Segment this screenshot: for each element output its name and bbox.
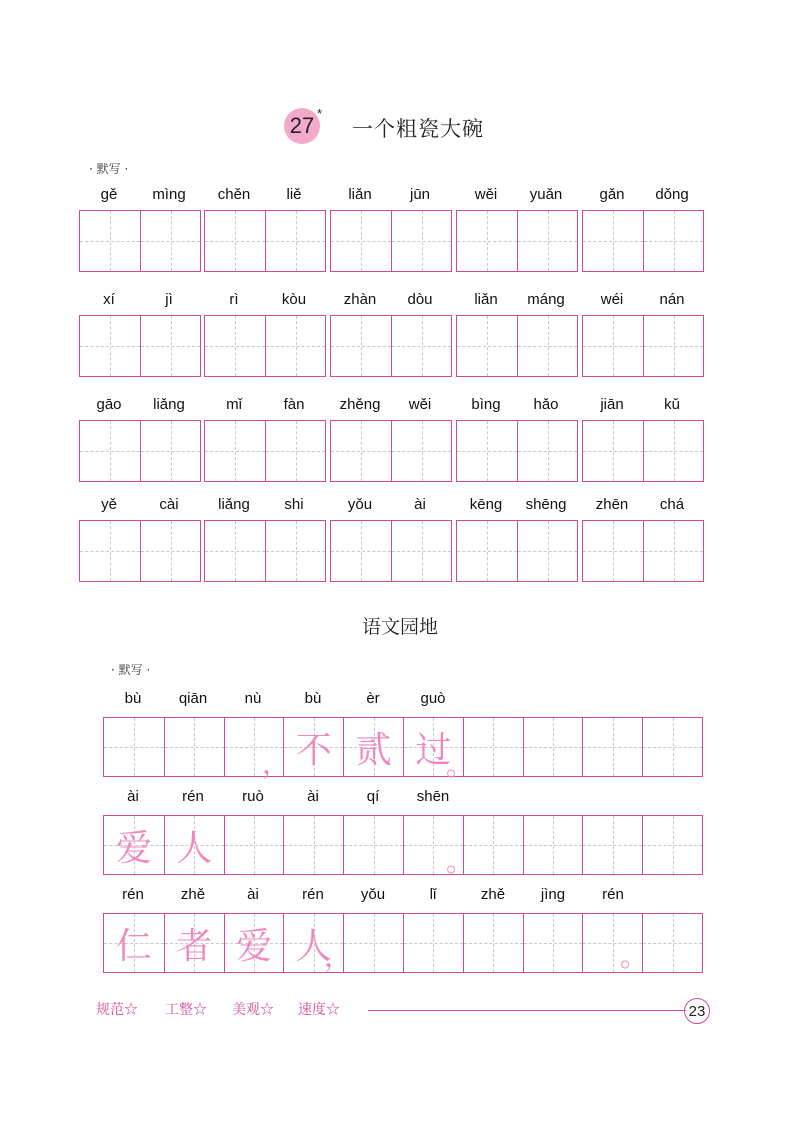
pinyin-label: shēng: [525, 496, 567, 513]
writing-cell[interactable]: [457, 316, 517, 376]
writing-cell[interactable]: [457, 521, 517, 581]
writing-box-pair: [582, 520, 704, 582]
writing-cell[interactable]: [403, 914, 463, 972]
pinyin-label: kǔ: [664, 396, 680, 413]
page-number-badge: [684, 998, 710, 1024]
writing-cell[interactable]: [140, 211, 200, 271]
handwritten-char: 过: [415, 729, 452, 771]
pinyin-label: hǎo: [533, 396, 559, 413]
writing-box-pair: [204, 315, 326, 377]
comma-mark: ，: [262, 747, 291, 780]
writing-box-pair: [330, 520, 452, 582]
writing-cell[interactable]: [331, 316, 391, 376]
writing-box-pair: [79, 420, 201, 482]
footer-divider: [368, 1010, 686, 1011]
lesson-star: *: [317, 106, 323, 121]
pinyin-label: lǐ: [429, 886, 437, 903]
writing-cell[interactable]: [583, 521, 643, 581]
pinyin-label: wěi: [408, 396, 432, 413]
pinyin-label: zhě: [480, 886, 506, 903]
writing-cell[interactable]: [80, 521, 140, 581]
writing-row: [103, 815, 703, 875]
handwritten-char: 仁: [115, 925, 152, 967]
writing-cell[interactable]: [164, 718, 224, 776]
pinyin-label: zhēn: [595, 496, 629, 513]
period-mark: 。: [446, 749, 475, 782]
period-mark: 。: [446, 845, 475, 878]
writing-cell[interactable]: [643, 421, 703, 481]
pinyin-label: guò: [420, 690, 446, 707]
pinyin-label: rén: [602, 886, 624, 903]
pinyin-label: rén: [122, 886, 144, 903]
footer-item-speed: 速度☆: [298, 1002, 340, 1018]
writing-cell[interactable]: [463, 914, 523, 972]
writing-cell[interactable]: [283, 718, 343, 776]
pinyin-label: gě: [100, 186, 118, 203]
writing-box-pair: [79, 520, 201, 582]
writing-cell[interactable]: [523, 816, 583, 874]
section-title-yuwen: 语文园地: [361, 616, 438, 638]
pinyin-label: jìng: [540, 886, 566, 903]
writing-cell[interactable]: [265, 316, 325, 376]
pinyin-label: yuǎn: [529, 186, 563, 203]
writing-box-pair: [204, 520, 326, 582]
writing-cell[interactable]: [343, 718, 403, 776]
writing-cell[interactable]: [343, 914, 403, 972]
writing-box-pair: [79, 210, 201, 272]
writing-cell[interactable]: [517, 316, 577, 376]
pinyin-label: shēn: [416, 788, 450, 805]
pinyin-label: yě: [101, 496, 117, 513]
handwritten-char: 人: [295, 925, 332, 967]
pinyin-label: ài: [247, 886, 259, 903]
writing-cell[interactable]: [80, 421, 140, 481]
writing-cell[interactable]: [104, 718, 164, 776]
pinyin-label: jiān: [600, 396, 624, 413]
pinyin-label: bù: [124, 690, 142, 707]
writing-cell[interactable]: [205, 521, 265, 581]
pinyin-label: yǒu: [347, 496, 373, 513]
writing-cell[interactable]: [283, 816, 343, 874]
writing-box-pair: [79, 315, 201, 377]
pinyin-label: fàn: [283, 396, 305, 413]
writing-cell[interactable]: [140, 316, 200, 376]
pinyin-label: zhě: [180, 886, 206, 903]
writing-cell[interactable]: [343, 816, 403, 874]
page-number: 23: [688, 1002, 706, 1020]
pinyin-label: xí: [103, 291, 115, 308]
writing-cell[interactable]: [582, 718, 642, 776]
writing-box-pair: [330, 315, 452, 377]
pinyin-label: liě: [286, 186, 302, 203]
pinyin-label: rì: [229, 291, 239, 308]
pinyin-label: dǒng: [655, 186, 689, 203]
writing-cell[interactable]: [140, 421, 200, 481]
footer-item-beauty: 美观☆: [232, 1002, 274, 1018]
pinyin-label: ruò: [242, 788, 264, 805]
handwritten-char: 人: [176, 827, 213, 869]
writing-cell[interactable]: [140, 521, 200, 581]
writing-cell[interactable]: [583, 421, 643, 481]
writing-cell[interactable]: [517, 521, 577, 581]
writing-box-pair: [456, 420, 578, 482]
pinyin-label: kēng: [469, 496, 503, 513]
writing-cell[interactable]: [391, 521, 451, 581]
writing-box-pair: [456, 520, 578, 582]
writing-cell[interactable]: [582, 816, 642, 874]
pinyin-label: bìng: [471, 396, 501, 413]
writing-cell[interactable]: [391, 421, 451, 481]
pinyin-label: wéi: [600, 291, 624, 308]
writing-cell[interactable]: [224, 914, 284, 972]
comma-mark: ，: [324, 940, 353, 973]
pinyin-label: gāo: [96, 396, 122, 413]
writing-cell[interactable]: [205, 316, 265, 376]
pinyin-label: shi: [284, 496, 304, 513]
writing-cell[interactable]: [643, 316, 703, 376]
writing-box-pair: [582, 210, 704, 272]
pinyin-label: cài: [159, 496, 179, 513]
writing-cell[interactable]: [583, 316, 643, 376]
writing-row: [103, 913, 703, 973]
writing-cell[interactable]: [642, 816, 702, 874]
writing-box-pair: [330, 210, 452, 272]
pinyin-label: gǎn: [599, 186, 625, 203]
pinyin-label: wěi: [474, 186, 498, 203]
pinyin-label: qiān: [178, 690, 208, 707]
writing-box-pair: [330, 420, 452, 482]
footer-item-norm: 规范☆: [96, 1002, 138, 1018]
handwritten-char: 爱: [235, 925, 272, 967]
pinyin-label: liǎng: [153, 396, 185, 413]
writing-row: [103, 717, 703, 777]
writing-cell[interactable]: [643, 521, 703, 581]
writing-cell[interactable]: [457, 211, 517, 271]
pinyin-label: chá: [659, 496, 685, 513]
writing-box-pair: [456, 315, 578, 377]
pinyin-label: nán: [659, 291, 685, 308]
footer-item-neat: 工整☆: [165, 1002, 207, 1018]
pinyin-label: ài: [127, 788, 139, 805]
section-label-dictation: · 默写 ·: [89, 162, 129, 176]
writing-cell[interactable]: [265, 421, 325, 481]
pinyin-label: ài: [307, 788, 319, 805]
handwritten-char: 贰: [355, 729, 392, 771]
writing-cell[interactable]: [205, 421, 265, 481]
pinyin-label: jūn: [409, 186, 431, 203]
writing-cell[interactable]: [104, 816, 164, 874]
writing-cell[interactable]: [583, 211, 643, 271]
writing-box-pair: [582, 315, 704, 377]
pinyin-label: kòu: [281, 291, 307, 308]
pinyin-label: jì: [165, 291, 173, 308]
writing-cell[interactable]: [331, 421, 391, 481]
writing-cell[interactable]: [164, 914, 224, 972]
writing-cell[interactable]: [523, 718, 583, 776]
handwritten-char: 爱: [115, 827, 152, 869]
writing-cell[interactable]: [391, 211, 451, 271]
writing-cell[interactable]: [265, 521, 325, 581]
writing-box-pair: [582, 420, 704, 482]
writing-cell[interactable]: [104, 914, 164, 972]
writing-cell[interactable]: [265, 211, 325, 271]
lesson-title: 一个粗瓷大碗: [352, 117, 484, 141]
writing-cell[interactable]: [457, 421, 517, 481]
pinyin-label: liǎng: [218, 496, 250, 513]
pinyin-label: bù: [304, 690, 322, 707]
pinyin-label: zhàn: [343, 291, 377, 308]
pinyin-label: èr: [366, 690, 380, 707]
writing-cell[interactable]: [331, 211, 391, 271]
handwritten-char: 不: [295, 729, 332, 771]
writing-cell[interactable]: [642, 718, 702, 776]
writing-cell[interactable]: [642, 914, 702, 972]
writing-cell[interactable]: [224, 816, 284, 874]
pinyin-label: rén: [182, 788, 204, 805]
writing-cell[interactable]: [205, 211, 265, 271]
writing-cell[interactable]: [331, 521, 391, 581]
pinyin-label: máng: [527, 291, 565, 308]
pinyin-label: liǎn: [474, 291, 498, 308]
writing-cell[interactable]: [391, 316, 451, 376]
pinyin-label: liǎn: [348, 186, 372, 203]
pinyin-label: ài: [414, 496, 426, 513]
writing-cell[interactable]: [517, 211, 577, 271]
pinyin-label: rén: [302, 886, 324, 903]
writing-cell[interactable]: [643, 211, 703, 271]
pinyin-label: qí: [366, 788, 380, 805]
lesson-number: 27: [289, 113, 315, 138]
pinyin-label: mǐ: [226, 396, 242, 413]
pinyin-label: nù: [244, 690, 262, 707]
writing-cell[interactable]: [164, 816, 224, 874]
pinyin-label: zhěng: [339, 396, 381, 413]
pinyin-label: chěn: [217, 186, 251, 203]
pinyin-label: mìng: [152, 186, 186, 203]
writing-cell[interactable]: [80, 211, 140, 271]
handwritten-char: 者: [176, 925, 213, 967]
writing-box-pair: [204, 210, 326, 272]
lesson-number-badge: [284, 106, 323, 144]
period-mark: 。: [620, 940, 649, 973]
writing-cell[interactable]: [80, 316, 140, 376]
writing-cell[interactable]: [517, 421, 577, 481]
writing-box-pair: [456, 210, 578, 272]
writing-box-pair: [204, 420, 326, 482]
pinyin-label: dòu: [407, 291, 433, 308]
writing-cell[interactable]: [523, 914, 583, 972]
pinyin-label: yǒu: [360, 886, 386, 903]
section-label-dictation-2: · 默写 ·: [111, 663, 151, 677]
